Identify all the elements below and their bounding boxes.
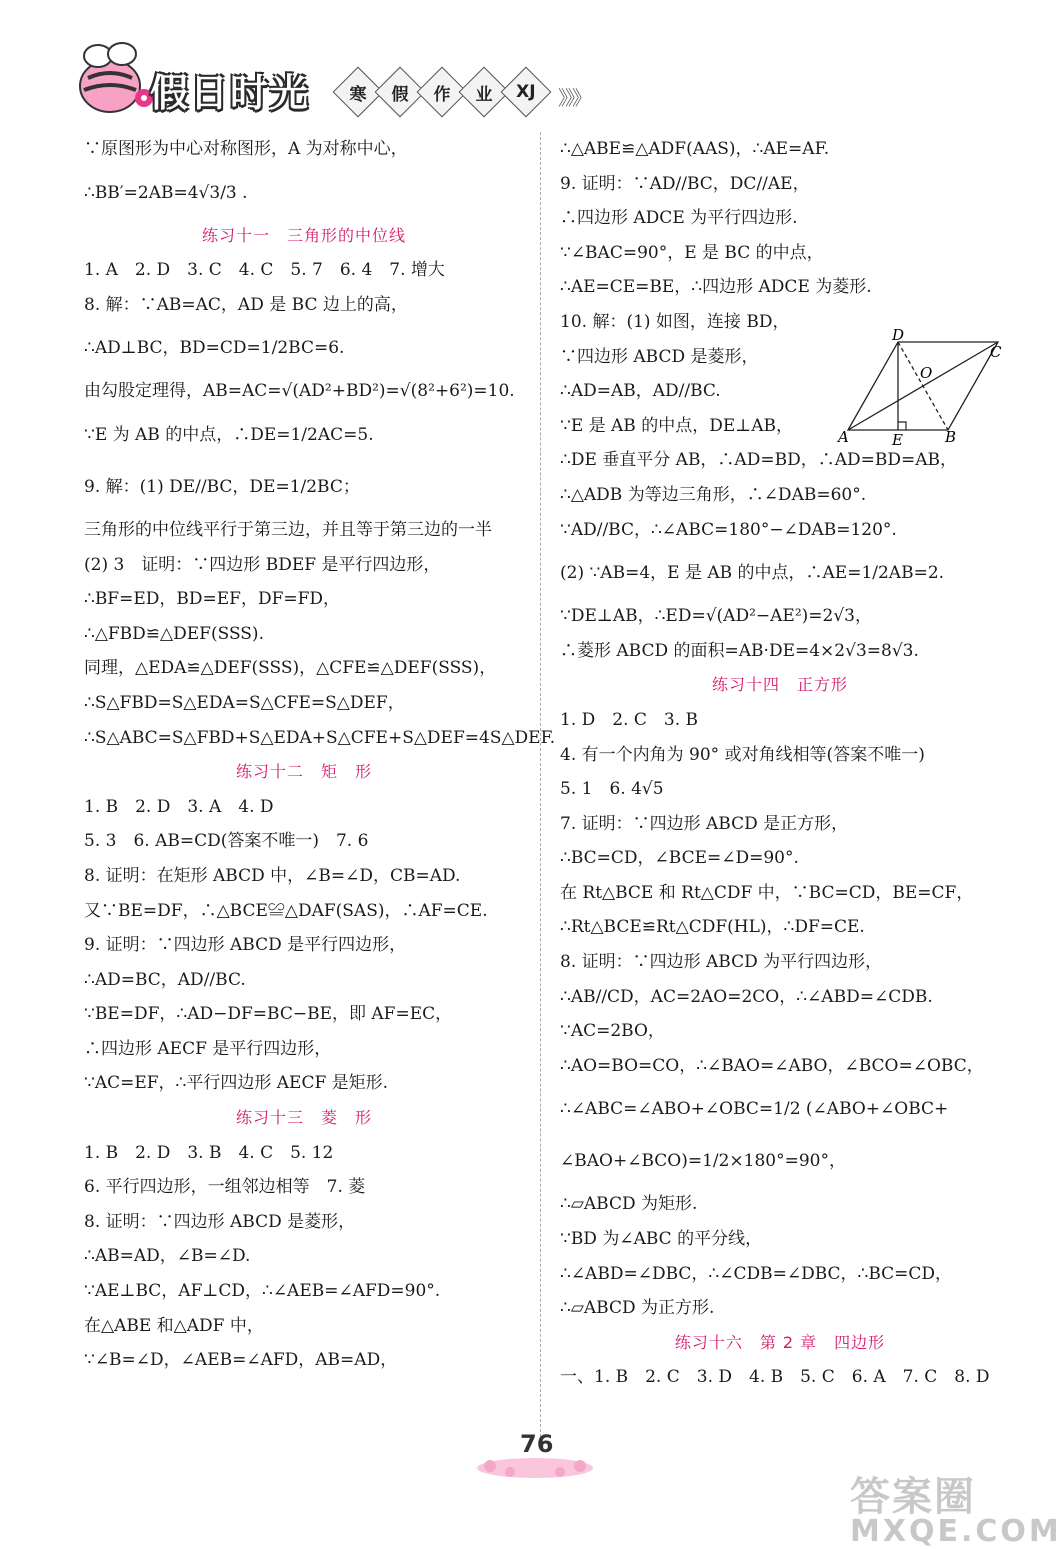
subtitle-diamond: 寒 [333,67,384,118]
section-heading: 练习十二 矩 形 [235,762,372,782]
text-line: ∴菱形 ABCD 的面积=AB·DE=4×2√3=8√3. [560,640,919,661]
label-B: B [945,428,957,446]
text-line: 同理，△EDA≌△DEF(SSS)，△CFE≌△DEF(SSS)， [84,658,497,679]
text-line: ∴△ABE≌△ADF(AAS)，∴AE=AF. [560,139,830,159]
right-column [560,132,1000,1395]
label-D: D [892,326,905,344]
text-line: ∴▱ABCD 为矩形. [560,1194,698,1215]
text-line: (2) ∵AB=4，E 是 AB 的中点，∴AE=1/2AB=2. [560,563,945,584]
text-line: 9. 解：(1) DE//BC，DE=1/2BC； [84,476,360,497]
text-line: ∴Rt△BCE≌Rt△CDF(HL)，∴DF=CE. [560,917,865,938]
subtitle-diamond: 作 [417,67,468,118]
text-line: 三角形的中位线平行于第三边，并且等于第三边的一半 [84,519,492,540]
text-line: 1. B 2. D 3. A 4. D [84,796,274,817]
section-heading: 练习十一 三角形的中位线 [201,225,406,245]
text-line: ∴∠ABC=∠ABO+∠OBC=1/2 (∠ABO+∠OBC+ [560,1099,949,1120]
text-line: 7. 证明：∵四边形 ABCD 是正方形， [560,813,849,834]
brand-title: 假日时光 [150,71,311,115]
text-line: (2) 3 证明：∵四边形 BDEF 是平行四边形， [84,554,441,575]
label-C: C [990,343,1002,361]
page-header [0,0,1038,125]
text-line: ∵E 是 AB 的中点，DE⊥AB， [560,415,794,436]
text-line: ∵∠B=∠D，∠AEB=∠AFD，AB=AD， [84,1350,398,1371]
text-line: 8. 证明：∵四边形 ABCD 是菱形， [84,1211,356,1232]
chevrons-icon: 》》》 [558,86,589,110]
text-line: ∴△FBD≌△DEF(SSS). [84,623,264,644]
text-line: 5. 1 6. 4√5 [560,779,664,800]
text-line: ∠BAO+∠BCO)=1/2×180°=90°， [560,1151,846,1172]
text-line: ∴AD⊥BC，BD=CD=1/2BC=6. [84,338,345,359]
text-line: ∵BE=DF，∴AD−DF=BC−BE，即 AF=EC， [84,1004,453,1025]
text-line: ∵原图形为中心对称图形，A 为对称中心， [84,139,408,159]
label-O: O [920,364,933,382]
label-E: E [892,431,903,449]
subtitle-diamond: 假 [375,67,426,118]
text-line: ∵E 为 AB 的中点，∴DE=1/2AC=5. [84,424,374,445]
text-line: ∴AO=BO=CO，∴∠BAO=∠ABO，∠BCO=∠OBC， [560,1055,984,1076]
rhombus-diagram [838,326,1013,449]
text-line: ∵BD 为∠ABC 的平分线， [560,1229,763,1250]
text-line: ∴AD=AB，AD//BC. [560,381,721,402]
text-line: ∵∠BAC=90°，E 是 BC 的中点， [560,242,824,263]
text-line: ∴四边形 ADCE 为平行四边形. [560,208,798,229]
text-line: ∴AD=BC，AD//BC. [84,969,246,990]
text-line: ∴▱ABCD 为正方形. [560,1298,715,1319]
text-line: ∵AE⊥BC，AF⊥CD，∴∠AEB=∠AFD=90°. [84,1281,441,1302]
left-column [84,132,556,1378]
text-line: 9. 证明：∵AD//BC，DC//AE， [560,173,810,194]
text-line: ∵DE⊥AB，∴ED=√(AD²−AE²)=2√3， [560,606,872,627]
text-line: ∵AC=EF，∴平行四边形 AECF 是矩形. [84,1073,389,1094]
watermark [850,1465,1062,1549]
text-line: 在 Rt△BCE 和 Rt△CDF 中，∵BC=CD，BE=CF， [560,882,974,903]
page-number: 76 [520,1430,554,1458]
text-line: 5. 3 6. AB=CD(答案不唯一) 7. 6 [84,831,369,852]
text-line: 8. 证明：在矩形 ABCD 中，∠B=∠D，CB=AD. [84,865,461,886]
watermark-line: 答案圈 [850,1474,976,1520]
section-heading: 练习十三 菱 形 [235,1108,372,1128]
watermark-line: MXQE.COM [850,1514,1062,1549]
subtitle-bar [340,76,560,108]
text-line: 1. B 2. D 3. B 4. C 5. 12 [84,1142,334,1163]
section-heading: 练习十四 正方形 [711,675,848,695]
text-line: ∴AB//CD，AC=2AO=2CO，∴∠ABD=∠CDB. [560,986,933,1007]
text-line: 1. D 2. C 3. B [560,709,699,730]
text-line: ∵四边形 ABCD 是菱形， [560,346,759,367]
section-heading: 练习十六 第 2 章 四边形 [674,1332,886,1352]
text-line: ∴BC=CD，∠BCE=∠D=90°. [560,848,799,869]
text-line: 9. 证明：∵四边形 ABCD 是平行四边形， [84,935,407,956]
text-line: 8. 证明：∵四边形 ABCD 为平行四边形， [560,952,883,973]
text-line: 由勾股定理得，AB=AC=√(AD²+BD²)=√(8²+6²)=10. [84,381,515,402]
text-line: ∴S△FBD=S△EDA=S△CFE=S△DEF， [84,692,405,713]
text-line: ∵AC=2BO， [560,1021,665,1042]
subtitle-diamond: XJ [501,67,552,118]
text-line: 在△ABE 和△ADF 中， [84,1315,264,1336]
text-line: ∴AE=CE=BE，∴四边形 ADCE 为菱形. [560,277,872,298]
text-line: 8. 解：∵AB=AC，AD 是 BC 边上的高， [84,294,408,315]
text-line: 又∵BE=DF，∴△BCE≌△DAF(SAS)，∴AF=CE. [84,900,488,921]
subtitle-diamond: 业 [459,67,510,118]
text-line: 6. 平行四边形，一组邻边相等 7. 菱 [84,1177,366,1198]
text-line: ∴∠ABD=∠DBC，∴∠CDB=∠DBC，∴BC=CD， [560,1263,953,1284]
text-line: 一、1. B 2. C 3. D 4. B 5. C 6. A 7. C 8. D [560,1367,990,1388]
text-line: ∴四边形 AECF 是平行四边形， [84,1038,332,1059]
text-line: ∴DE 垂直平分 AB，∴AD=BD，∴AD=BD=AB， [560,450,957,471]
text-line: ∴BB′=2AB=4√3/3 . [84,182,248,203]
label-A: A [838,428,849,446]
bee-logo-icon [70,38,160,118]
column-divider [540,132,541,1437]
text-line: ∴S△ABC=S△FBD+S△EDA+S△CFE+S△DEF=4S△DEF. [84,727,556,748]
text-line: ∴AB=AD，∠B=∠D. [84,1246,251,1267]
text-line: 10. 解：(1) 如图，连接 BD， [560,311,790,332]
text-line: ∴△ADB 为等边三角形，∴∠DAB=60°. [560,484,867,505]
text-line: ∵AD//BC，∴∠ABC=180°−∠DAB=120°. [560,519,897,540]
text-line: 4. 有一个内角为 90° 或对角线相等(答案不唯一) [560,744,925,765]
text-line: 1. A 2. D 3. C 4. C 5. 7 6. 4 7. 增大 [84,260,445,281]
text-line: ∴BF=ED，BD=EF，DF=FD， [84,589,341,610]
